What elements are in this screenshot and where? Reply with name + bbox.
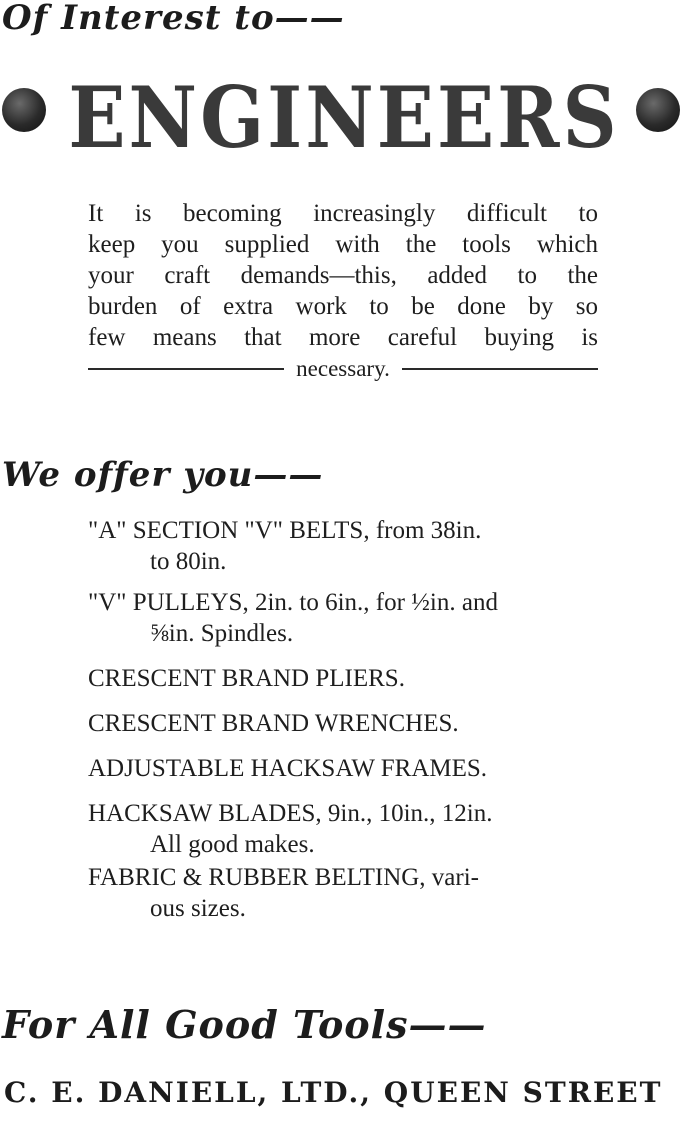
offer-line: FABRIC & RUBBER BELTING, vari- xyxy=(88,864,479,891)
offer-line: CRESCENT BRAND PLIERS. xyxy=(88,665,405,692)
offer-continuation: ous sizes. xyxy=(150,895,246,922)
offer-line: ADJUSTABLE HACKSAW FRAMES. xyxy=(88,755,488,782)
offer-continuation: All good makes. xyxy=(150,831,315,858)
kicker-bottom: For All Good Tools—— xyxy=(2,1002,487,1047)
intro-closing-line xyxy=(88,353,598,384)
right-bullet-icon xyxy=(636,88,680,132)
kicker-top: Of Interest to—— xyxy=(2,0,345,38)
offer-item xyxy=(88,587,608,649)
offer-list xyxy=(88,515,608,924)
left-bullet-icon xyxy=(2,88,46,132)
offer-line: CRESCENT BRAND WRENCHES. xyxy=(88,710,459,737)
offer-item xyxy=(88,515,608,577)
intro-line: It is becoming increasingly difficult to xyxy=(88,200,598,227)
offer-continuation: ⅝in. Spindles. xyxy=(150,620,294,647)
intro-last-word: necessary. xyxy=(296,356,390,381)
headline: ENGINEERS xyxy=(68,68,620,168)
intro-line: burden of extra work to be done by so xyxy=(88,293,598,320)
offer-line: HACKSAW BLADES, 9in., 10in., 12in. xyxy=(88,800,493,827)
offer-item xyxy=(88,753,608,784)
left-rule xyxy=(88,368,284,370)
company-footer: C. E. DANIELL, LTD., QUEEN STREET xyxy=(4,1076,663,1109)
offer-item xyxy=(88,798,608,860)
headline-row xyxy=(0,64,683,168)
offer-line: "V" PULLEYS, 2in. to 6in., for ½in. and xyxy=(88,589,498,616)
intro-paragraph xyxy=(88,198,598,384)
kicker-offer: We offer you—— xyxy=(2,455,324,495)
offer-item xyxy=(88,708,608,739)
offer-item xyxy=(88,663,608,694)
offer-line: "A" SECTION "V" BELTS, from 38in. xyxy=(88,517,482,544)
intro-line: your craft demands—this, added to the xyxy=(88,262,598,289)
offer-item xyxy=(88,862,608,924)
right-rule xyxy=(402,368,598,370)
intro-line: few means that more careful buying is xyxy=(88,324,598,351)
offer-continuation: to 80in. xyxy=(150,548,227,575)
intro-line: keep you supplied with the tools which xyxy=(88,231,598,258)
